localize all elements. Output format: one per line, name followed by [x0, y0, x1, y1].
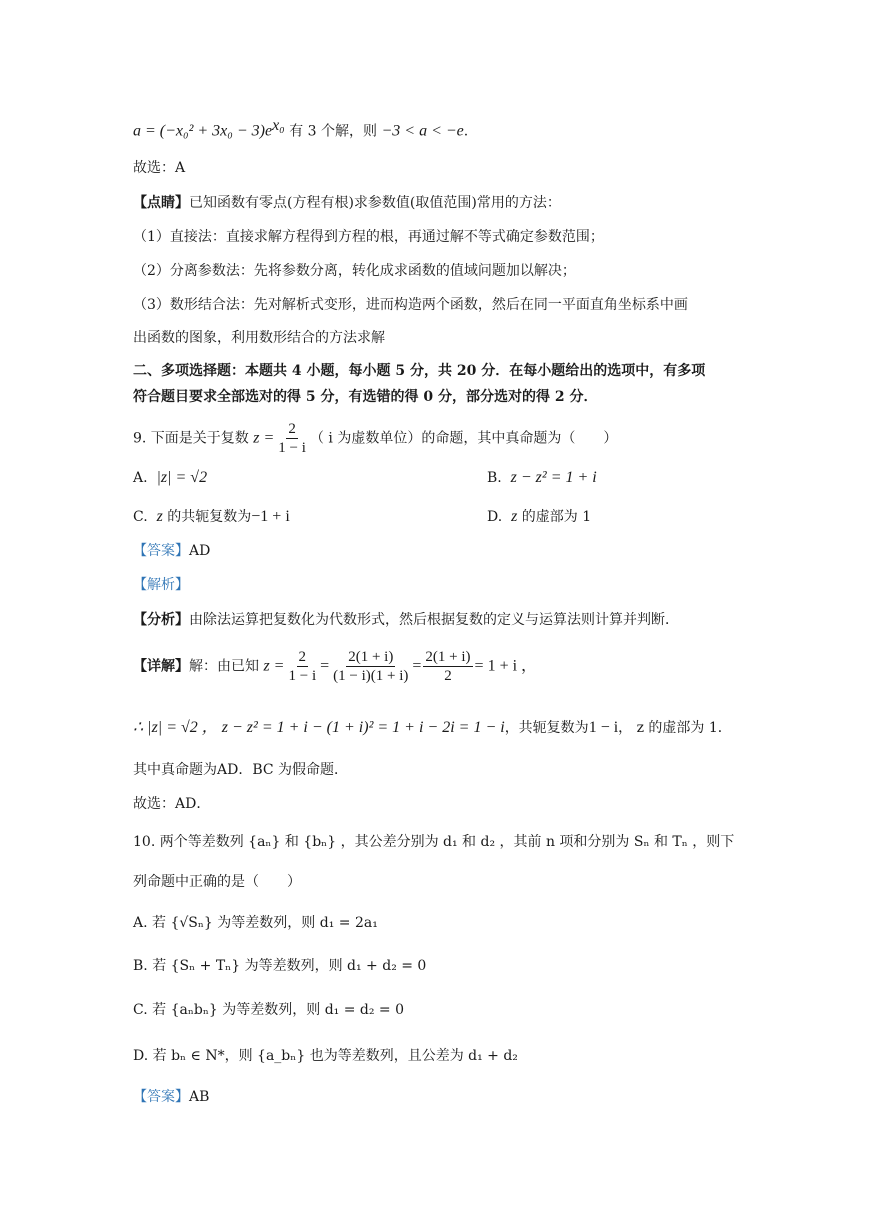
line-method-2: （2）分离参数法：先将参数分离，转化成求函数的值域问题加以解决； [133, 263, 576, 279]
line-method-3-cont: 出函数的图象，利用数形结合的方法求解 [133, 330, 385, 346]
q9-fraction: $\frac{2}{1 - i}$ [278, 421, 306, 456]
line-choose-a: 故选：A [133, 160, 186, 176]
line-method-1: （1）直接法：直接求解方程得到方程的根，再通过解不等式确定参数范围； [133, 229, 604, 245]
q9-xiangjie: 【详解】解：由已知 z = $\frac{2}{1 - i}$ = $\frac{2(1 + i)}{(1 - i)(1 + i)}$ = $\frac{2(1 + i)}{2}$ = 1 + i ， [133, 649, 538, 684]
q9-option-b: B. z − z² = 1 + i [487, 469, 597, 486]
q10-option-b: B. 若 {Sₙ + Tₙ} 为等差数列，则 d₁ + d₂ = 0 [133, 958, 427, 974]
question-10: 10. 两个等差数列 {aₙ} 和 {bₙ} ，其公差分别为 d₁ 和 d₂ ，其前 n 项和分别为 Sₙ 和 Tₙ ，则下 [133, 834, 735, 850]
section-2-heading-a: 二、多项选择题：本题共 4 小题，每小题 5 分，共 20 分．在每小题给出的选项中，有多项 [133, 363, 706, 379]
answer-tag: 【答案】 [133, 543, 189, 559]
dianjing-tag: 【点睛】 [133, 195, 189, 211]
xj-fraction-2: $\frac{2(1 + i)}{(1 - i)(1 + i)}$ [333, 649, 409, 684]
line-solution-equation: $a = (-x_0^2 + 3x_0 - 3)e^{x_0}$ 有 3 个解，则 −3 < a < −e. [133, 117, 469, 140]
q9-option-d: D. z 的虚部为 1 [487, 508, 592, 525]
question-10-cont: 列命题中正确的是（ ） [133, 874, 301, 890]
q9-choose: 故选：AD． [133, 796, 211, 812]
section-2-heading-b: 符合题目要求全部选对的得 5 分，有选错的得 0 分，部分选对的得 2 分． [133, 389, 598, 405]
line-method-3: （3）数形结合法：先对解析式变形，进而构造两个函数，然后在同一平面直角坐标系中画 [133, 297, 688, 313]
q10-option-d: D. 若 bₙ ∈ N*，则 {a_bₙ} 也为等差数列，且公差为 d₁ + d₂ [133, 1048, 518, 1064]
q9-option-a: A. |z| = √2 [133, 469, 208, 486]
q10-option-a: A. 若 {√Sₙ} 为等差数列，则 d₁ = 2a₁ [133, 915, 378, 931]
q9-true-statements: 其中真命题为AD．BC 为假命题． [133, 762, 349, 778]
jiexi-tag: 【解析】 [133, 577, 189, 593]
line-dianjing: 【点睛】已知函数有零点(方程有根)求参数值(取值范围)常用的方法： [133, 195, 561, 211]
q9-therefore: ∴ |z| = √2 ， z − z² = 1 + i − (1 + i)² = 1 + i − 2i = 1 − i，共轭复数为1 − i， z 的虚部为 1． [133, 719, 732, 736]
q9-option-c: C. z 的共轭复数为−1 + i [133, 508, 290, 525]
xj-fraction-1: $\frac{2}{1 - i}$ [288, 649, 317, 684]
xj-fraction-3: $\frac{2(1 + i)}{2}$ [425, 649, 471, 684]
q10-answer: 【答案】AB [133, 1089, 210, 1105]
q10-option-c: C. 若 {aₙbₙ} 为等差数列，则 d₁ = d₂ = 0 [133, 1002, 405, 1018]
q9-answer: 【答案】AD [133, 543, 211, 559]
question-9: 9. 下面是关于复数 z = $\frac{2}{1 - i}$ （ i 为虚数单位）的命题，其中真命题为（ ） [133, 421, 618, 456]
q9-fenxi: 【分析】由除法运算把复数化为代数形式，然后根据复数的定义与运算法则计算并判断． [133, 612, 679, 628]
